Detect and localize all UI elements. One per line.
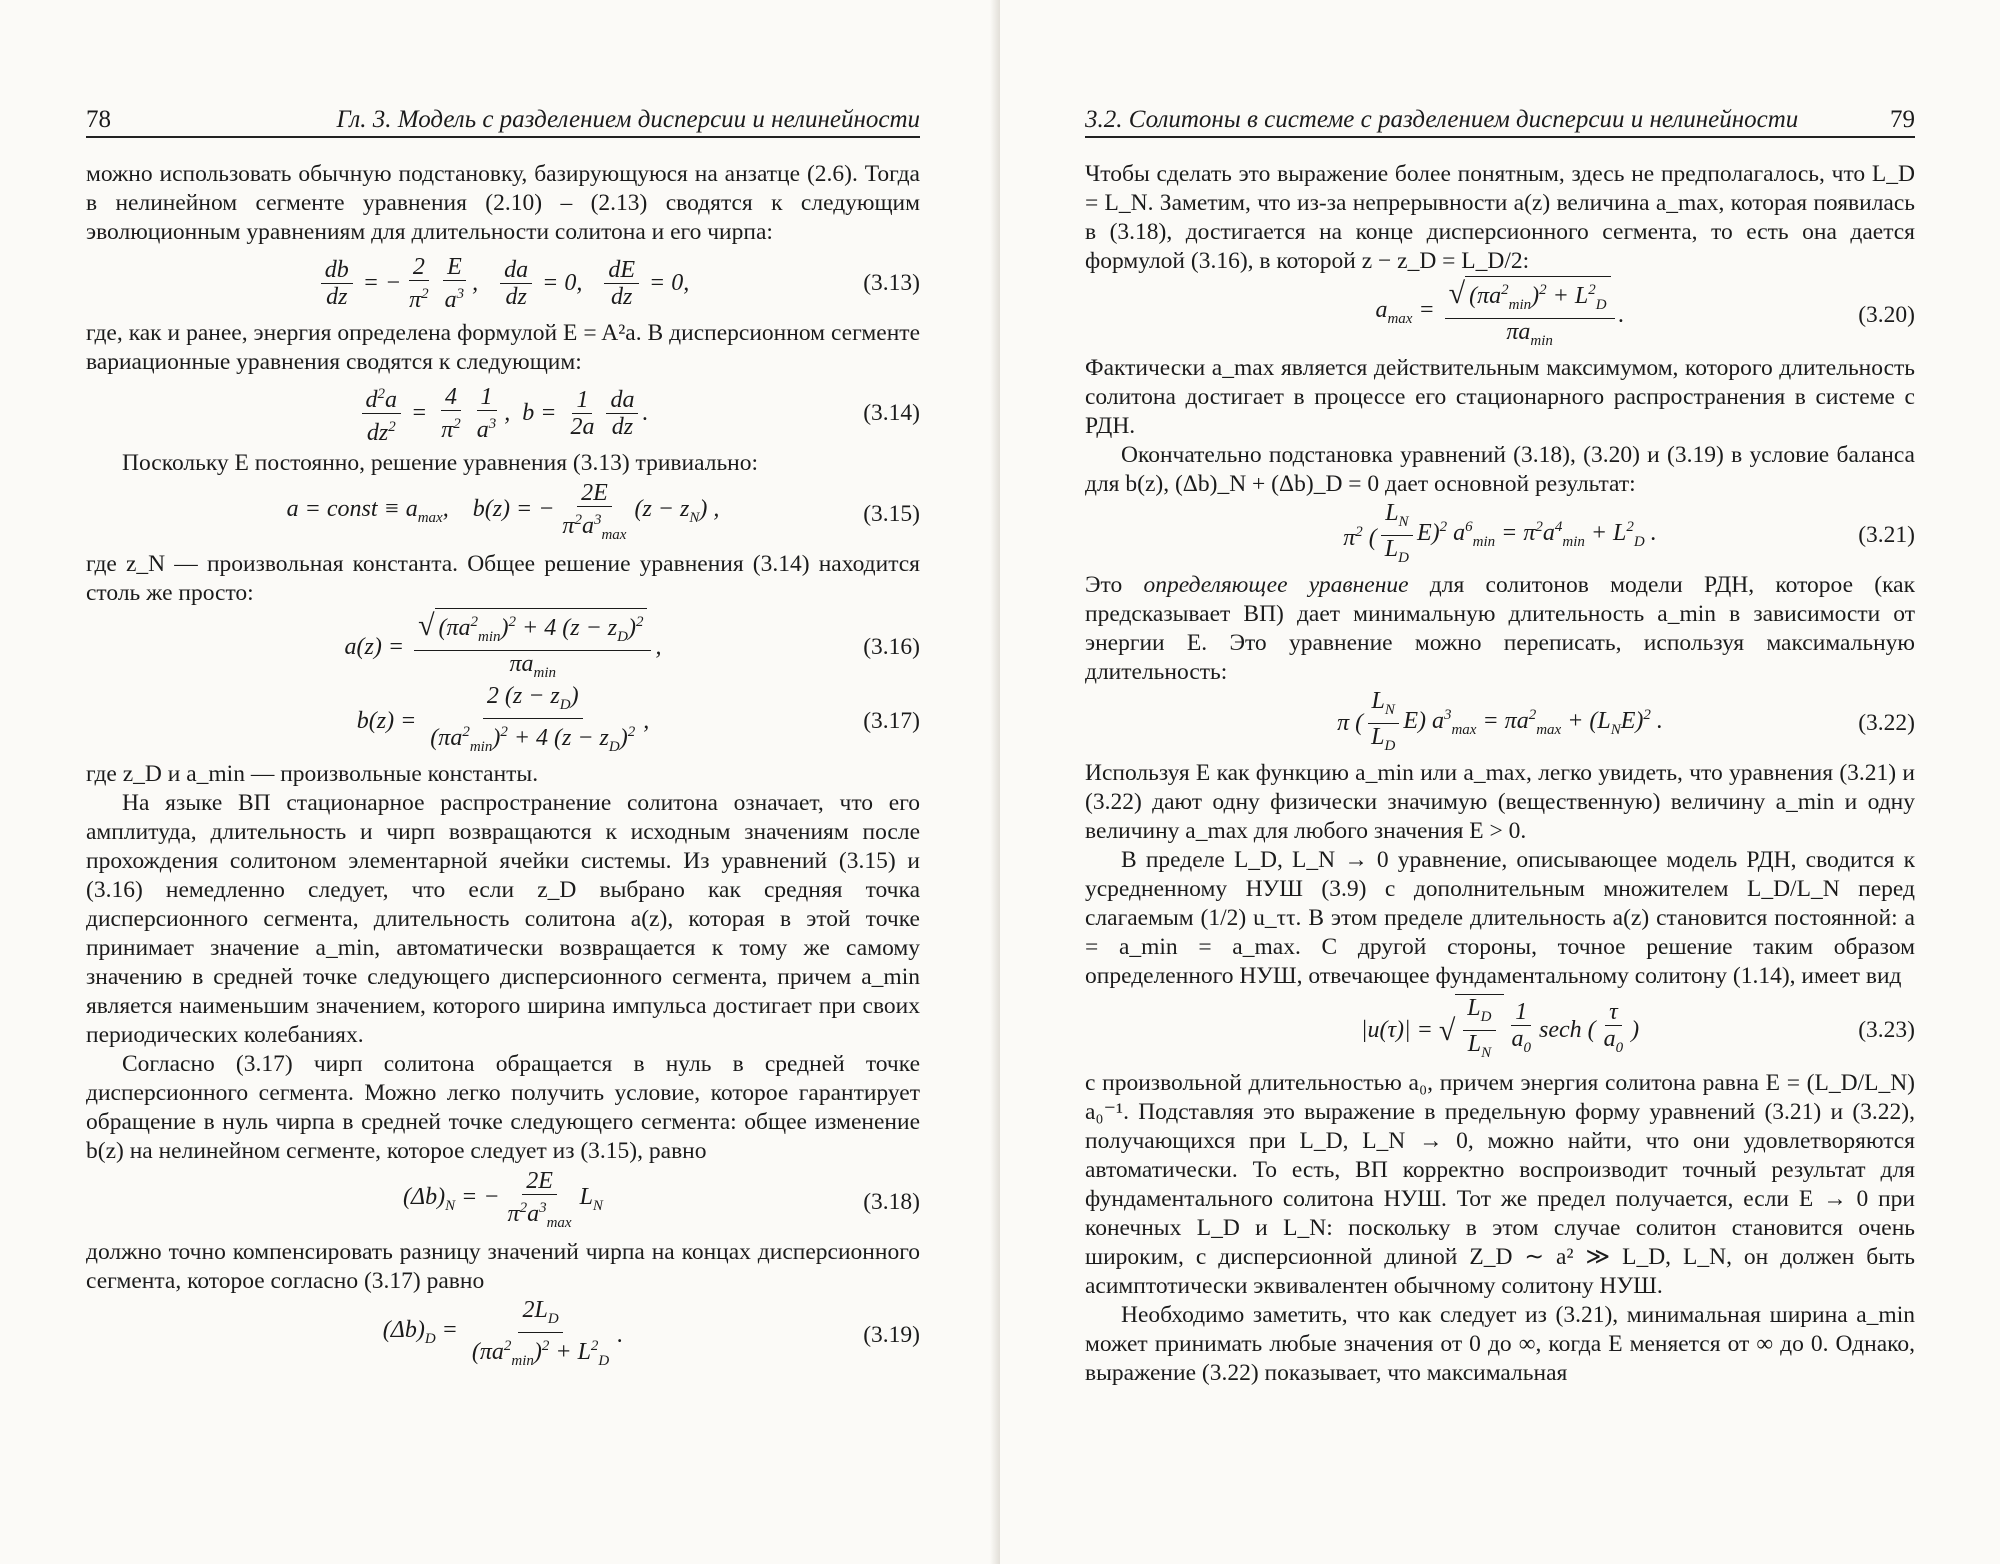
- right-para-8: Необходимо заметить, что как следует из (3.21), минимальная ширина a_min может принимать любые значения от 0 до ∞, когда E меняется от ∞ до 0. Однако, выражение (3.22) показывает, что максимальная: [1085, 1302, 1915, 1386]
- equation-3-23: |u(τ)| = √ $\frac{L_D}{L_N}$ $\frac{1}{a_0}$ sech ( $\frac{\tau}{a_0}$ ) (3.23): [1085, 995, 1915, 1065]
- right-running-head: 3.2. Солитоны в системе с разделением дисперсии и нелинейности: [1085, 106, 1799, 133]
- equation-3-20: $a_{max}$ = $\frac{√ (\pi a^2_{min})^2 + L^2_D}{\pi a_{min}}$ . (3.20): [1375, 277, 1915, 349]
- left-running-head: Гл. 3. Модель с разделением дисперсии и нелинейности: [336, 106, 920, 133]
- right-para-7: с произвольной длительностью a₀, причем энергия солитона равна E = (L_D/L_N) a₀⁻¹. Подставляя это выражение в предельную форму уравнений (3.21) и (3.22), получающихся при L_D, L_N → 0, можно найти, что они удовлетворяются автоматически. То есть, ВП корректно воспроизводит точный результат для фундаментального солитона НУШ. Тот же предел получается, если E → 0 при конечных L_D и L_N: поскольку в этом случае солитон становится очень широким, с дисперсионной длиной Z_D ∼ a² ≫ L_D, L_N, он должен быть асимптотически эквивалентен обычному солитону НУШ.: [1085, 1070, 1915, 1299]
- left-para-6: На языке ВП стационарное распространение солитона означает, что его амплитуда, длительность и чирп возвращаются к исходным значениям после прохождения солитоном элементарной ячейки системы. Из уравнений (3.15) и (3.16) немедленно следует, что если z_D выбрано как средняя точка дисперсионного сегмента, длительность солитона a(z), которая в этой точке принимает значение a_min, автоматически возвращается к тому же самому значению в средней точке следующего дисперсионного сегмента, причем a_min является наименьшим значением, которого ширина импульса достигает при своих периодических колебаниях.: [86, 790, 920, 1048]
- eq-number: (3.21): [1858, 521, 1915, 548]
- right-page: [1000, 0, 2000, 1564]
- left-page-number: 78: [86, 106, 111, 133]
- equation-3-18: $(\Delta b)_N$ = − $\frac{2E}{\pi^2a^3_{max}}$ $L_N$ (3.18): [403, 1168, 920, 1231]
- defining-equation-term: определяющее уравнение: [1143, 572, 1409, 598]
- equation-3-14: $\frac{d^2a}{dz^2}$ = $\frac{4}{\pi^2}$ $\frac{1}{a^3}$ , b = $\frac{1}{2a}$ $\frac{da}{dz}$ . (3.14): [86, 381, 920, 445]
- left-para-7: Согласно (3.17) чирп солитона обращается в нуль в средней точке дисперсионного сегмента. Можно легко получить условие, которое гарантирует обращение в нуль чирпа в средней точке следующего сегмента: общее изменение b(z) на нелинейном сегменте, которое следует из (3.15), равно: [86, 1051, 920, 1164]
- equation-3-22: π ( $\frac{L_N}{L_D}$ E) $a^3_{max} = \pi a^2_{max} + (L_NE)^2$ . (3.22): [1337, 687, 1915, 754]
- eq-number: (3.22): [1858, 709, 1915, 736]
- eq-number: (3.18): [863, 1188, 920, 1215]
- right-body-text: [1085, 160, 1915, 1388]
- right-para-4-end: для солитонов модели РДН, которое (как предсказывает ВП) дает минимальную длительность a_min в зависимости от энергии E. Это уравнение можно переписать, используя максимальную длительность:: [1085, 572, 1915, 685]
- eq-number: (3.16): [863, 633, 920, 660]
- right-para-3: Окончательно подстановка уравнений (3.18), (3.20) и (3.19) в условие баланса для b(z), (Δb)_N + (Δb)_D = 0 дает основной результат:: [1085, 442, 1915, 497]
- equation-3-13: $\frac{db}{dz}$ = − $\frac{2}{\pi^2}$ $\frac{E}{a^3}$ , $\frac{da}{dz}$ = 0, $\frac{dE}{dz}$ = 0, (3.13): [86, 251, 920, 315]
- eq-number: (3.17): [863, 707, 920, 734]
- right-para-6: В пределе L_D, L_N → 0 уравнение, описывающее модель РДН, сводится к усредненному НУШ (3.9) с дополнительным множителем L_D/L_N перед слагаемым (1/2) u_ττ. В этом пределе длительность a(z) становится постоянной: a = a_min = a_max. С другой стороны, точное решение таким образом определенного НУШ, отвечающее фундаментальному солитону (1.14), имеет вид: [1085, 847, 1915, 989]
- eq-number: (3.19): [863, 1321, 920, 1348]
- right-para-4-start: Это: [1085, 572, 1144, 598]
- right-para-2: Фактически a_max является действительным максимумом, которого длительность солитона достигает в процессе его стационарного распространения в системе с РДН.: [1085, 355, 1915, 439]
- eq-number: (3.15): [863, 500, 920, 527]
- right-para-5: Используя E как функцию a_min или a_max, легко увидеть, что уравнения (3.21) и (3.22) дают одну физически значимую (вещественную) величину a_min и одну величину a_max для любого значения E > 0.: [1085, 760, 1915, 844]
- left-para-1: можно использовать обычную подстановку, базирующуюся на анзатце (2.6). Тогда в нелинейном сегменте уравнения (2.10) – (2.13) сводятся к следующим эволюционным уравнениям для длительности солитона и его чирпа:: [86, 161, 920, 245]
- right-running-header: [1085, 102, 1915, 138]
- equation-3-16: a(z) = $\frac{√ (\pi a^2_{min})^2 + 4 (z - z_D)^2}{\pi a_{min}}$ , (3.16): [344, 609, 920, 681]
- eq-number: (3.20): [1858, 301, 1915, 328]
- equation-3-17: b(z) = $\frac{2 (z - z_D)}{(\pi a^2_{min})^2 + 4 (z - z_D)^2}$ , (3.17): [356, 682, 920, 755]
- left-para-4: где z_N — произвольная константа. Общее решение уравнения (3.14) находится столь же просто:: [86, 551, 920, 606]
- eq-number: (3.14): [863, 399, 920, 426]
- left-body-text: [86, 160, 920, 1374]
- left-para-5: где z_D и a_min — произвольные константы.: [86, 761, 539, 787]
- left-para-3: Поскольку E постоянно, решение уравнения (3.13) тривиально:: [122, 450, 759, 476]
- left-running-header: [86, 102, 920, 138]
- eq-number: (3.23): [1858, 1016, 1915, 1043]
- left-para-2: где, как и ранее, энергия определена формулой E = A²a. В дисперсионном сегменте вариационные уравнения сводятся к следующим:: [86, 320, 920, 375]
- right-para-4: [1085, 571, 1915, 687]
- left-para-8: должно точно компенсировать разницу значений чирпа на концах дисперсионного сегмента, которое согласно (3.17) равно: [86, 1239, 920, 1294]
- equation-3-21: $\pi^2$ ( $\frac{L_N}{L_D}$ E)$^2$ $a^6_{min} = \pi^2a^4_{min} + L^2_D$ . (3.21): [1343, 499, 1915, 566]
- right-page-number: 79: [1890, 106, 1915, 133]
- right-para-1: Чтобы сделать это выражение более понятным, здесь не предполагалось, что L_D = L_N. Заметим, что из-за непрерывности a(z) величина a_max, которая появилась в (3.18), достигается на конце дисперсионного сегмента, то есть она дается формулой (3.16), в которой z − z_D = L_D/2:: [1085, 161, 1915, 274]
- equation-3-19: $(\Delta b)_D$ = $\frac{2L_D}{(\pi a^2_{min})^2 + L^2_D}$ . (3.19): [382, 1296, 920, 1369]
- equation-3-15: a = const ≡ $a_{max}$, b(z) = − $\frac{2E}{\pi^2a^3_{max}}$ $(z - z_N)$ , (3.15): [286, 480, 920, 543]
- eq-number: (3.13): [863, 269, 920, 296]
